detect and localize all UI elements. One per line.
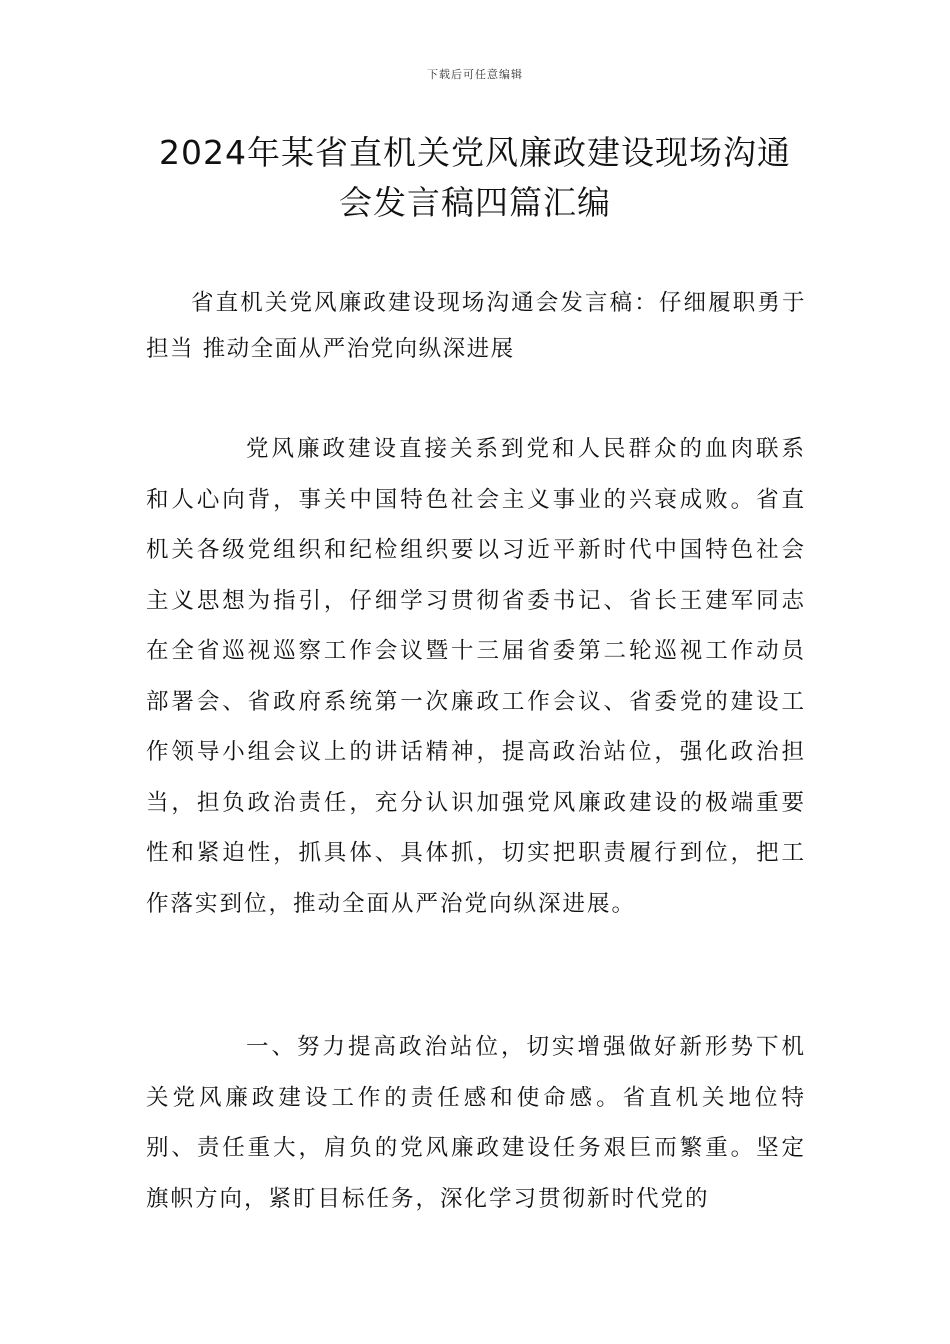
document-title [140,128,810,228]
document-subtitle: 省直机关党风廉政建设现场沟通会发言稿：仔细履职勇于担当 推动全面从严治党向纵深进展 [146,290,806,362]
header-note: 下载后可任意编辑 [427,68,523,81]
document-title-line-1: 2024年某省直机关党风廉政建设现场沟通 [159,133,791,172]
document-title-line-2: 会发言稿四篇汇编 [339,183,611,222]
body-paragraph-2: 一、努力提高政治站位，切实增强做好新形势下机关党风廉政建设工作的责任感和使命感。省直机关地位特别、责任重大，肩负的党风廉政建设任务艰巨而繁重。坚定旗帜方向，紧盯目标任务，深化学习贯彻新时代党的 [146,1034,806,1212]
body-paragraph-1: 党风廉政建设直接关系到党和人民群众的血肉联系和人心向背，事关中国特色社会主义事业的兴衰成败。省直机关各级党组织和纪检组织要以习近平新时代中国特色社会主义思想为指引，仔细学习贯彻省委书记、省长王建军同志在全省巡视巡察工作会议暨十三届省委第二轮巡视工作动员部署会、省政府系统第一次廉政工作会议、省委党的建设工作领导小组会议上的讲话精神，提高政治站位，强化政治担当，担负政治责任，充分认识加强党风廉政建设的极端重要性和紧迫性，抓具体、具体抓，切实把职责履行到位，把工作落实到位，推动全面从严治党向纵深进展。 [146,436,806,917]
